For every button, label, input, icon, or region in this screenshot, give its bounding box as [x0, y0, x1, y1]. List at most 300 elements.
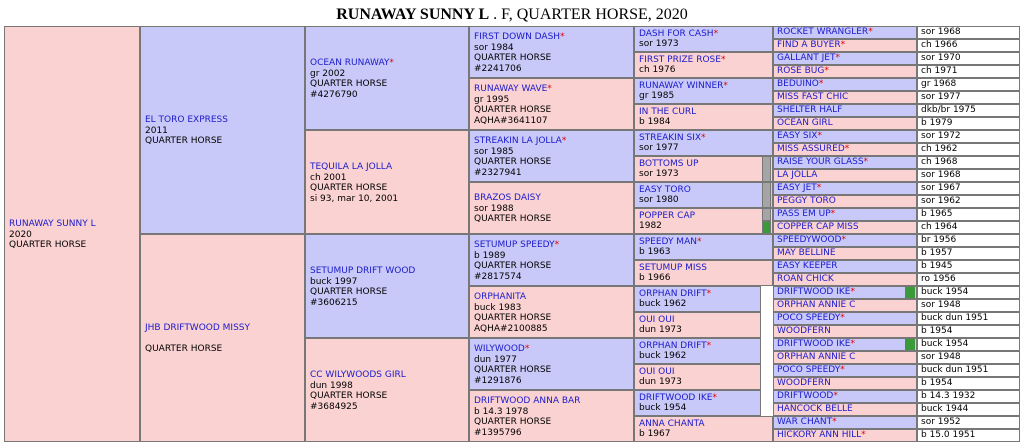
horse-name-line: [474, 344, 631, 355]
great-grandparent-cell: [469, 286, 634, 338]
great-grandparent-cell: [469, 338, 634, 390]
asterisk-marker: *: [840, 40, 846, 50]
gen6-ancestor-cell: [773, 247, 917, 260]
title-horse-name: RUNAWAY SUNNY L: [336, 6, 490, 23]
horse-name-line: [777, 144, 913, 154]
gen6-info-cell: [917, 351, 1020, 364]
horse-info-line: ch 1968: [921, 157, 958, 167]
horse-name-link[interactable]: RAISE YOUR GLASS: [777, 157, 864, 167]
asterisk-marker: *: [850, 287, 855, 297]
title-details: . F, QUARTER HORSE, 2020: [489, 6, 688, 23]
horse-name-link[interactable]: ORPHAN ANNIE C: [777, 300, 856, 310]
horse-info-line: ro 1956: [921, 274, 956, 284]
asterisk-marker: *: [841, 235, 846, 245]
horse-name-line: [639, 185, 770, 196]
horse-info-line: sor 1988: [474, 203, 514, 214]
gen6-info-cell: [917, 234, 1020, 247]
horse-name-link[interactable]: DASH FOR CASH: [639, 28, 714, 39]
gen5-ancestor-cell: [634, 78, 773, 104]
gen6-info-cell: [917, 377, 1020, 390]
horse-name-line: [777, 378, 913, 388]
asterisk-marker: *: [835, 53, 840, 63]
horse-name-link[interactable]: SETUMUP DRIFT WOOD: [310, 266, 416, 276]
asterisk-marker: *: [850, 339, 855, 349]
asterisk-marker: *: [840, 365, 845, 375]
horse-name-link[interactable]: STREAKIN SIX: [639, 132, 701, 143]
asterisk-marker: *: [863, 157, 869, 167]
horse-name-line: [474, 136, 631, 147]
horse-name-line: [777, 157, 913, 167]
great-grandparent-cell: [469, 390, 634, 442]
page-title: [0, 6, 1024, 24]
horse-name-line: [639, 107, 770, 118]
inbreeding-marker: [762, 156, 771, 182]
horse-info-line: gr 2002: [310, 68, 346, 79]
gen6-ancestor-cell: [773, 364, 917, 377]
horse-name-line: [777, 274, 913, 284]
horse-info-line: sor 1973: [639, 169, 679, 179]
horse-info-line: b 1954: [921, 378, 953, 388]
gen5-ancestor-cell: [634, 104, 773, 130]
horse-info-line: b 15.0 1951: [921, 430, 976, 440]
horse-name-line: [777, 66, 913, 76]
inbreeding-marker: [905, 339, 915, 350]
horse-info-line: AQHA#2100885: [474, 323, 548, 334]
horse-name-link[interactable]: BRAZOS DAISY: [474, 193, 541, 204]
gen6-info-cell: [917, 169, 1020, 182]
gen6-ancestor-cell: [773, 91, 917, 104]
asterisk-marker: *: [832, 417, 837, 427]
horse-info-line: b 14.3 1978: [474, 406, 529, 417]
horse-info-line: sor 1970: [921, 53, 961, 63]
horse-info-line: QUARTER HORSE: [310, 391, 388, 401]
horse-name-link[interactable]: ROCKET WRANGLER: [777, 27, 869, 37]
horse-name-line: [777, 365, 913, 375]
horse-name-line: [639, 55, 770, 66]
gen5-ancestor-cell: [634, 416, 773, 442]
horse-name-link[interactable]: EASY JET: [777, 183, 817, 193]
horse-info-line: [145, 334, 302, 345]
horse-info-line: QUARTER HORSE: [474, 365, 552, 375]
horse-name-link[interactable]: MISS FAST CHIC: [777, 92, 849, 102]
horse-info-line: b 1954: [921, 326, 953, 336]
horse-name-line: [310, 370, 466, 381]
horse-name-link[interactable]: WOODFERN: [777, 378, 831, 388]
horse-name-link[interactable]: PASS EM UP: [777, 209, 831, 219]
gen6-info-cell: [917, 78, 1020, 91]
horse-name-link[interactable]: HICKORY ANN HILL: [777, 430, 862, 440]
gen6-ancestor-cell: [773, 78, 917, 91]
gen6-info-cell: [917, 117, 1020, 130]
horse-name-line: [639, 289, 758, 300]
horse-info-line: dkb/br 1975: [921, 105, 976, 115]
gen6-ancestor-cell: [773, 377, 917, 390]
horse-info-line: b 1957: [921, 248, 953, 258]
grandparent-cell: [305, 338, 469, 442]
horse-info-line: buck 1954: [921, 287, 969, 297]
horse-info-line: buck 1954: [639, 403, 687, 413]
asterisk-marker: *: [547, 84, 552, 94]
gen5-ancestor-cell: [634, 182, 773, 208]
gen6-info-cell: [917, 273, 1020, 286]
horse-name-line: [474, 32, 631, 43]
horse-name-line: [474, 240, 631, 251]
gen5-ancestor-cell: [634, 338, 761, 364]
horse-info-line: buck 1944: [921, 404, 969, 414]
horse-name-line: [777, 235, 913, 245]
horse-name-line: [639, 159, 770, 170]
horse-name-line: [777, 196, 913, 206]
horse-name-link[interactable]: FIND A BUYER: [777, 40, 841, 50]
horse-name-line: [777, 118, 913, 128]
horse-info-line: buck 1983: [474, 302, 522, 313]
asterisk-marker: *: [824, 66, 829, 76]
horse-name-link[interactable]: SETUMUP SPEEDY: [474, 240, 555, 250]
gen6-info-cell: [917, 195, 1020, 208]
gen6-ancestor-cell: [773, 286, 917, 299]
horse-info-line: 2020: [9, 229, 32, 240]
horse-name-link[interactable]: SETUMUP MISS: [639, 262, 707, 273]
horse-name-line: [474, 292, 631, 303]
horse-name-line: [777, 430, 913, 440]
gen5-ancestor-cell: [634, 364, 761, 390]
gen6-info-cell: [917, 364, 1020, 377]
horse-name-link[interactable]: WILYWOOD: [474, 344, 525, 354]
horse-name-link[interactable]: SHELTER HALF: [777, 105, 843, 115]
horse-name-line: [777, 287, 913, 297]
gen6-info-cell: [917, 156, 1020, 169]
horse-name-link[interactable]: PEGGY TORO: [777, 196, 836, 206]
horse-name-line: [639, 393, 758, 404]
horse-info-line: b 1989: [474, 250, 506, 261]
horse-name-link[interactable]: RUNAWAY SUNNY L: [9, 219, 96, 230]
horse-info-line: QUARTER HORSE: [310, 287, 388, 297]
horse-name-link[interactable]: POPPER CAP: [639, 210, 696, 221]
horse-name-line: [777, 326, 913, 336]
horse-name-link[interactable]: EASY SIX: [777, 131, 818, 141]
horse-info-line: buck dun 1951: [921, 365, 989, 375]
horse-name-link[interactable]: MAY BELLINE: [777, 248, 836, 258]
gen5-ancestor-cell: [634, 286, 761, 312]
horse-info-line: ch 1964: [921, 222, 958, 232]
horse-info-line: b 1966: [639, 273, 671, 283]
horse-name-link[interactable]: GALLANT JET: [777, 53, 836, 63]
horse-name-line: [310, 266, 466, 277]
horse-name-link[interactable]: STREAKIN LA JOLLA: [474, 136, 562, 146]
horse-name-link[interactable]: DRIFTWOOD IKE: [777, 339, 851, 349]
horse-name-link[interactable]: RUNAWAY WINNER: [639, 80, 724, 91]
horse-name-link[interactable]: TEQUILA LA JOLLA: [310, 162, 393, 172]
horse-info-line: b 1963: [639, 247, 671, 257]
horse-info-line: dun 1973: [639, 377, 682, 387]
horse-name-link[interactable]: IN THE CURL: [639, 106, 697, 117]
gen6-info-cell: [917, 260, 1020, 273]
horse-info-line: QUARTER HORSE: [474, 417, 552, 427]
horse-name-link[interactable]: DRIFTWOOD IKE: [777, 287, 851, 297]
gen6-ancestor-cell: [773, 260, 917, 273]
asterisk-marker: *: [560, 32, 565, 42]
horse-info-line: QUARTER HORSE: [145, 136, 223, 147]
horse-name-link[interactable]: MISS ASSURED: [777, 144, 845, 154]
horse-name-link[interactable]: OUI OUI: [639, 366, 675, 377]
horse-name-line: [777, 417, 913, 427]
horse-name-link[interactable]: EL TORO EXPRESS: [145, 115, 228, 126]
horse-name-link[interactable]: POCO SPEEDY: [777, 365, 841, 375]
asterisk-marker: *: [389, 58, 394, 68]
gen5-ancestor-cell: [634, 208, 773, 234]
horse-name-link[interactable]: BOTTOMS UP: [639, 158, 699, 169]
gen6-ancestor-cell: [773, 273, 917, 286]
horse-info-line: buck dun 1951: [921, 313, 989, 323]
horse-info-line: ch 1962: [921, 144, 958, 154]
horse-name-link[interactable]: ORPHANITA: [474, 292, 527, 302]
horse-name-line: [777, 222, 913, 232]
horse-name-link[interactable]: SPEEDYWOOD: [777, 235, 842, 245]
horse-info-line: ch 1971: [921, 66, 958, 76]
horse-info-line: dun 1977: [474, 354, 517, 365]
gen6-ancestor-cell: [773, 104, 917, 117]
gen6-ancestor-cell: [773, 416, 917, 429]
asterisk-marker: *: [840, 313, 845, 323]
horse-name-link[interactable]: ROSE BUG: [777, 66, 825, 76]
asterisk-marker: *: [844, 144, 850, 154]
horse-name-line: [639, 133, 770, 144]
horse-name-line: [474, 396, 631, 407]
gen5-ancestor-cell: [634, 130, 773, 156]
grandparent-cell: [305, 234, 469, 338]
gen6-ancestor-cell: [773, 39, 917, 52]
horse-info-line: QUARTER HORSE: [474, 157, 552, 167]
gen5-ancestor-cell: [634, 26, 773, 52]
gen6-ancestor-cell: [773, 117, 917, 130]
horse-info-line: b 1984: [639, 117, 671, 127]
horse-info-line: QUARTER HORSE: [145, 344, 223, 355]
horse-name-link[interactable]: OCEAN GIRL: [777, 118, 833, 128]
asterisk-marker: *: [713, 28, 719, 39]
gen6-info-cell: [917, 429, 1020, 442]
horse-name-link[interactable]: ORPHAN DRIFT: [639, 340, 707, 351]
horse-info-line: si 93, mar 10, 2001: [310, 193, 399, 204]
horse-info-line: QUARTER HORSE: [9, 240, 87, 251]
horse-info-line: gr 1985: [639, 91, 675, 101]
horse-info-line: #2327941: [474, 167, 522, 178]
gen6-ancestor-cell: [773, 195, 917, 208]
horse-info-line: AQHA#3641107: [474, 115, 548, 126]
horse-name-line: [777, 105, 913, 115]
gen6-ancestor-cell: [773, 338, 917, 351]
horse-name-link[interactable]: LA JOLLA: [777, 170, 818, 180]
asterisk-marker: *: [561, 136, 567, 146]
horse-name-line: [777, 352, 913, 362]
horse-info-line: gr 1995: [474, 94, 510, 105]
asterisk-marker: *: [554, 240, 560, 250]
horse-info-line: br 1956: [921, 235, 957, 245]
horse-name-line: [639, 315, 758, 326]
gen6-info-cell: [917, 91, 1020, 104]
gen6-ancestor-cell: [773, 299, 917, 312]
gen6-info-cell: [917, 299, 1020, 312]
horse-name-link[interactable]: POCO SPEEDY: [777, 313, 841, 323]
horse-info-line: 2011: [145, 125, 168, 136]
inbreeding-marker: [762, 221, 771, 234]
gen6-info-cell: [917, 26, 1020, 39]
horse-name-line: [9, 219, 137, 230]
horse-name-link[interactable]: FIRST DOWN DASH: [474, 32, 561, 42]
horse-name-link[interactable]: SPEEDY MAN: [639, 236, 697, 247]
horse-info-line: buck 1954: [921, 339, 969, 349]
horse-info-line: QUARTER HORSE: [310, 79, 388, 89]
gen6-ancestor-cell: [773, 26, 917, 39]
sire-dam-cell: [140, 26, 305, 234]
inbreeding-marker: [762, 208, 771, 221]
horse-info-line: buck 1962: [639, 299, 687, 309]
horse-info-line: #1291876: [474, 375, 522, 386]
horse-info-line: sor 1985: [474, 146, 514, 157]
horse-name-link[interactable]: ORPHAN ANNIE C: [777, 352, 856, 362]
horse-name-line: [639, 237, 770, 248]
horse-info-line: sor 1972: [921, 131, 961, 141]
horse-info-line: sor 1948: [921, 352, 961, 362]
horse-name-line: [474, 193, 631, 204]
gen6-ancestor-cell: [773, 221, 917, 234]
gen6-ancestor-cell: [773, 325, 917, 338]
horse-name-link[interactable]: FIRST PRIZE ROSE: [639, 54, 721, 65]
sire-dam-cell: [140, 234, 305, 442]
horse-name-link[interactable]: DRIFTWOOD ANNA BAR: [474, 396, 581, 406]
gen6-info-cell: [917, 65, 1020, 78]
horse-name-link[interactable]: EASY KEEPER: [777, 261, 838, 271]
gen5-ancestor-cell: [634, 260, 773, 286]
horse-name-line: [777, 300, 913, 310]
gen6-info-cell: [917, 312, 1020, 325]
horse-info-line: dun 1973: [639, 325, 682, 335]
horse-name-line: [777, 404, 913, 414]
horse-info-line: sor 1977: [921, 92, 961, 102]
gen6-ancestor-cell: [773, 182, 917, 195]
horse-info-line: b 1979: [921, 118, 953, 128]
gen6-ancestor-cell: [773, 52, 917, 65]
asterisk-marker: *: [706, 288, 712, 299]
horse-name-line: [310, 162, 466, 173]
gen5-ancestor-cell: [634, 52, 773, 78]
horse-name-link[interactable]: HANCOCK BELLE: [777, 404, 853, 414]
horse-info-line: b 1965: [921, 209, 953, 219]
horse-name-line: [777, 183, 913, 193]
horse-name-link[interactable]: BEDUINO: [777, 79, 819, 89]
horse-name-line: [777, 261, 913, 271]
horse-name-line: [639, 419, 770, 430]
asterisk-marker: *: [868, 27, 873, 37]
horse-info-line: #2241706: [474, 63, 522, 74]
gen6-ancestor-cell: [773, 429, 917, 442]
gen6-ancestor-cell: [773, 65, 917, 78]
horse-name-link[interactable]: DRIFTWOOD: [777, 391, 834, 401]
horse-name-link[interactable]: DRIFTWOOD IKE: [639, 392, 713, 403]
horse-name-line: [639, 341, 758, 352]
horse-name-link[interactable]: OUI OUI: [639, 314, 675, 325]
inbreeding-marker: [762, 182, 771, 208]
horse-name-link[interactable]: RUNAWAY WAVE: [474, 84, 548, 94]
gen5-ancestor-cell: [634, 312, 761, 338]
horse-info-line: QUARTER HORSE: [474, 214, 552, 225]
horse-name-line: [777, 131, 913, 141]
great-grandparent-cell: [469, 26, 634, 78]
horse-info-line: #2817574: [474, 271, 522, 282]
horse-info-line: QUARTER HORSE: [474, 53, 552, 63]
horse-name-link[interactable]: CC WILYWOODS GIRL: [310, 370, 406, 380]
horse-info-line: ch 2001: [310, 172, 347, 183]
gen6-ancestor-cell: [773, 156, 917, 169]
horse-info-line: sor 1968: [921, 27, 961, 37]
gen6-ancestor-cell: [773, 403, 917, 416]
asterisk-marker: *: [701, 132, 706, 143]
horse-name-line: [639, 81, 770, 92]
gen5-ancestor-cell: [634, 390, 761, 416]
horse-info-line: 1982: [639, 221, 662, 231]
asterisk-marker: *: [861, 430, 866, 440]
great-grandparent-cell: [469, 78, 634, 130]
horse-name-link[interactable]: JHB DRIFTWOOD MISSY: [145, 323, 251, 334]
horse-name-link[interactable]: OCEAN RUNAWAY: [310, 58, 390, 68]
horse-info-line: QUARTER HORSE: [474, 313, 552, 323]
asterisk-marker: *: [696, 236, 702, 247]
gen5-ancestor-cell: [634, 234, 773, 260]
horse-info-line: #3684925: [310, 401, 358, 412]
gen6-ancestor-cell: [773, 390, 917, 403]
horse-name-link[interactable]: EASY TORO: [639, 184, 691, 195]
asterisk-marker: *: [817, 131, 822, 141]
horse-info-line: ch 1966: [921, 40, 958, 50]
great-grandparent-cell: [469, 130, 634, 182]
horse-name-link[interactable]: WOODFERN: [777, 326, 831, 336]
horse-name-line: [310, 58, 466, 69]
gen6-info-cell: [917, 104, 1020, 117]
gen6-ancestor-cell: [773, 130, 917, 143]
horse-name-line: [777, 313, 913, 323]
horse-name-link[interactable]: ANNA CHANTA: [639, 418, 705, 429]
horse-name-line: [145, 115, 302, 126]
asterisk-marker: *: [833, 391, 838, 401]
horse-name-link[interactable]: COPPER CAP MISS: [777, 222, 859, 232]
gen6-info-cell: [917, 416, 1020, 429]
asterisk-marker: *: [706, 340, 712, 351]
gen6-ancestor-cell: [773, 208, 917, 221]
horse-name-link[interactable]: WAR CHANT: [777, 417, 833, 427]
gen6-info-cell: [917, 338, 1020, 351]
gen6-info-cell: [917, 208, 1020, 221]
subject-horse-cell: [4, 26, 140, 442]
gen6-info-cell: [917, 286, 1020, 299]
gen6-info-cell: [917, 39, 1020, 52]
horse-name-line: [777, 79, 913, 89]
horse-info-line: sor 1967: [921, 183, 961, 193]
horse-name-line: [777, 209, 913, 219]
horse-name-link[interactable]: ROAN CHICK: [777, 274, 834, 284]
grandparent-cell: [305, 26, 469, 130]
inbreeding-marker: [905, 287, 915, 298]
horse-info-line: b 14.3 1932: [921, 391, 976, 401]
horse-name-line: [145, 323, 302, 334]
gen6-ancestor-cell: [773, 312, 917, 325]
horse-info-line: b 1945: [921, 261, 953, 271]
horse-info-line: b 1967: [639, 429, 671, 439]
horse-info-line: sor 1968: [921, 170, 961, 180]
gen6-ancestor-cell: [773, 143, 917, 156]
horse-name-line: [777, 170, 913, 180]
horse-name-link[interactable]: ORPHAN DRIFT: [639, 288, 707, 299]
asterisk-marker: *: [712, 392, 717, 403]
gen6-info-cell: [917, 390, 1020, 403]
